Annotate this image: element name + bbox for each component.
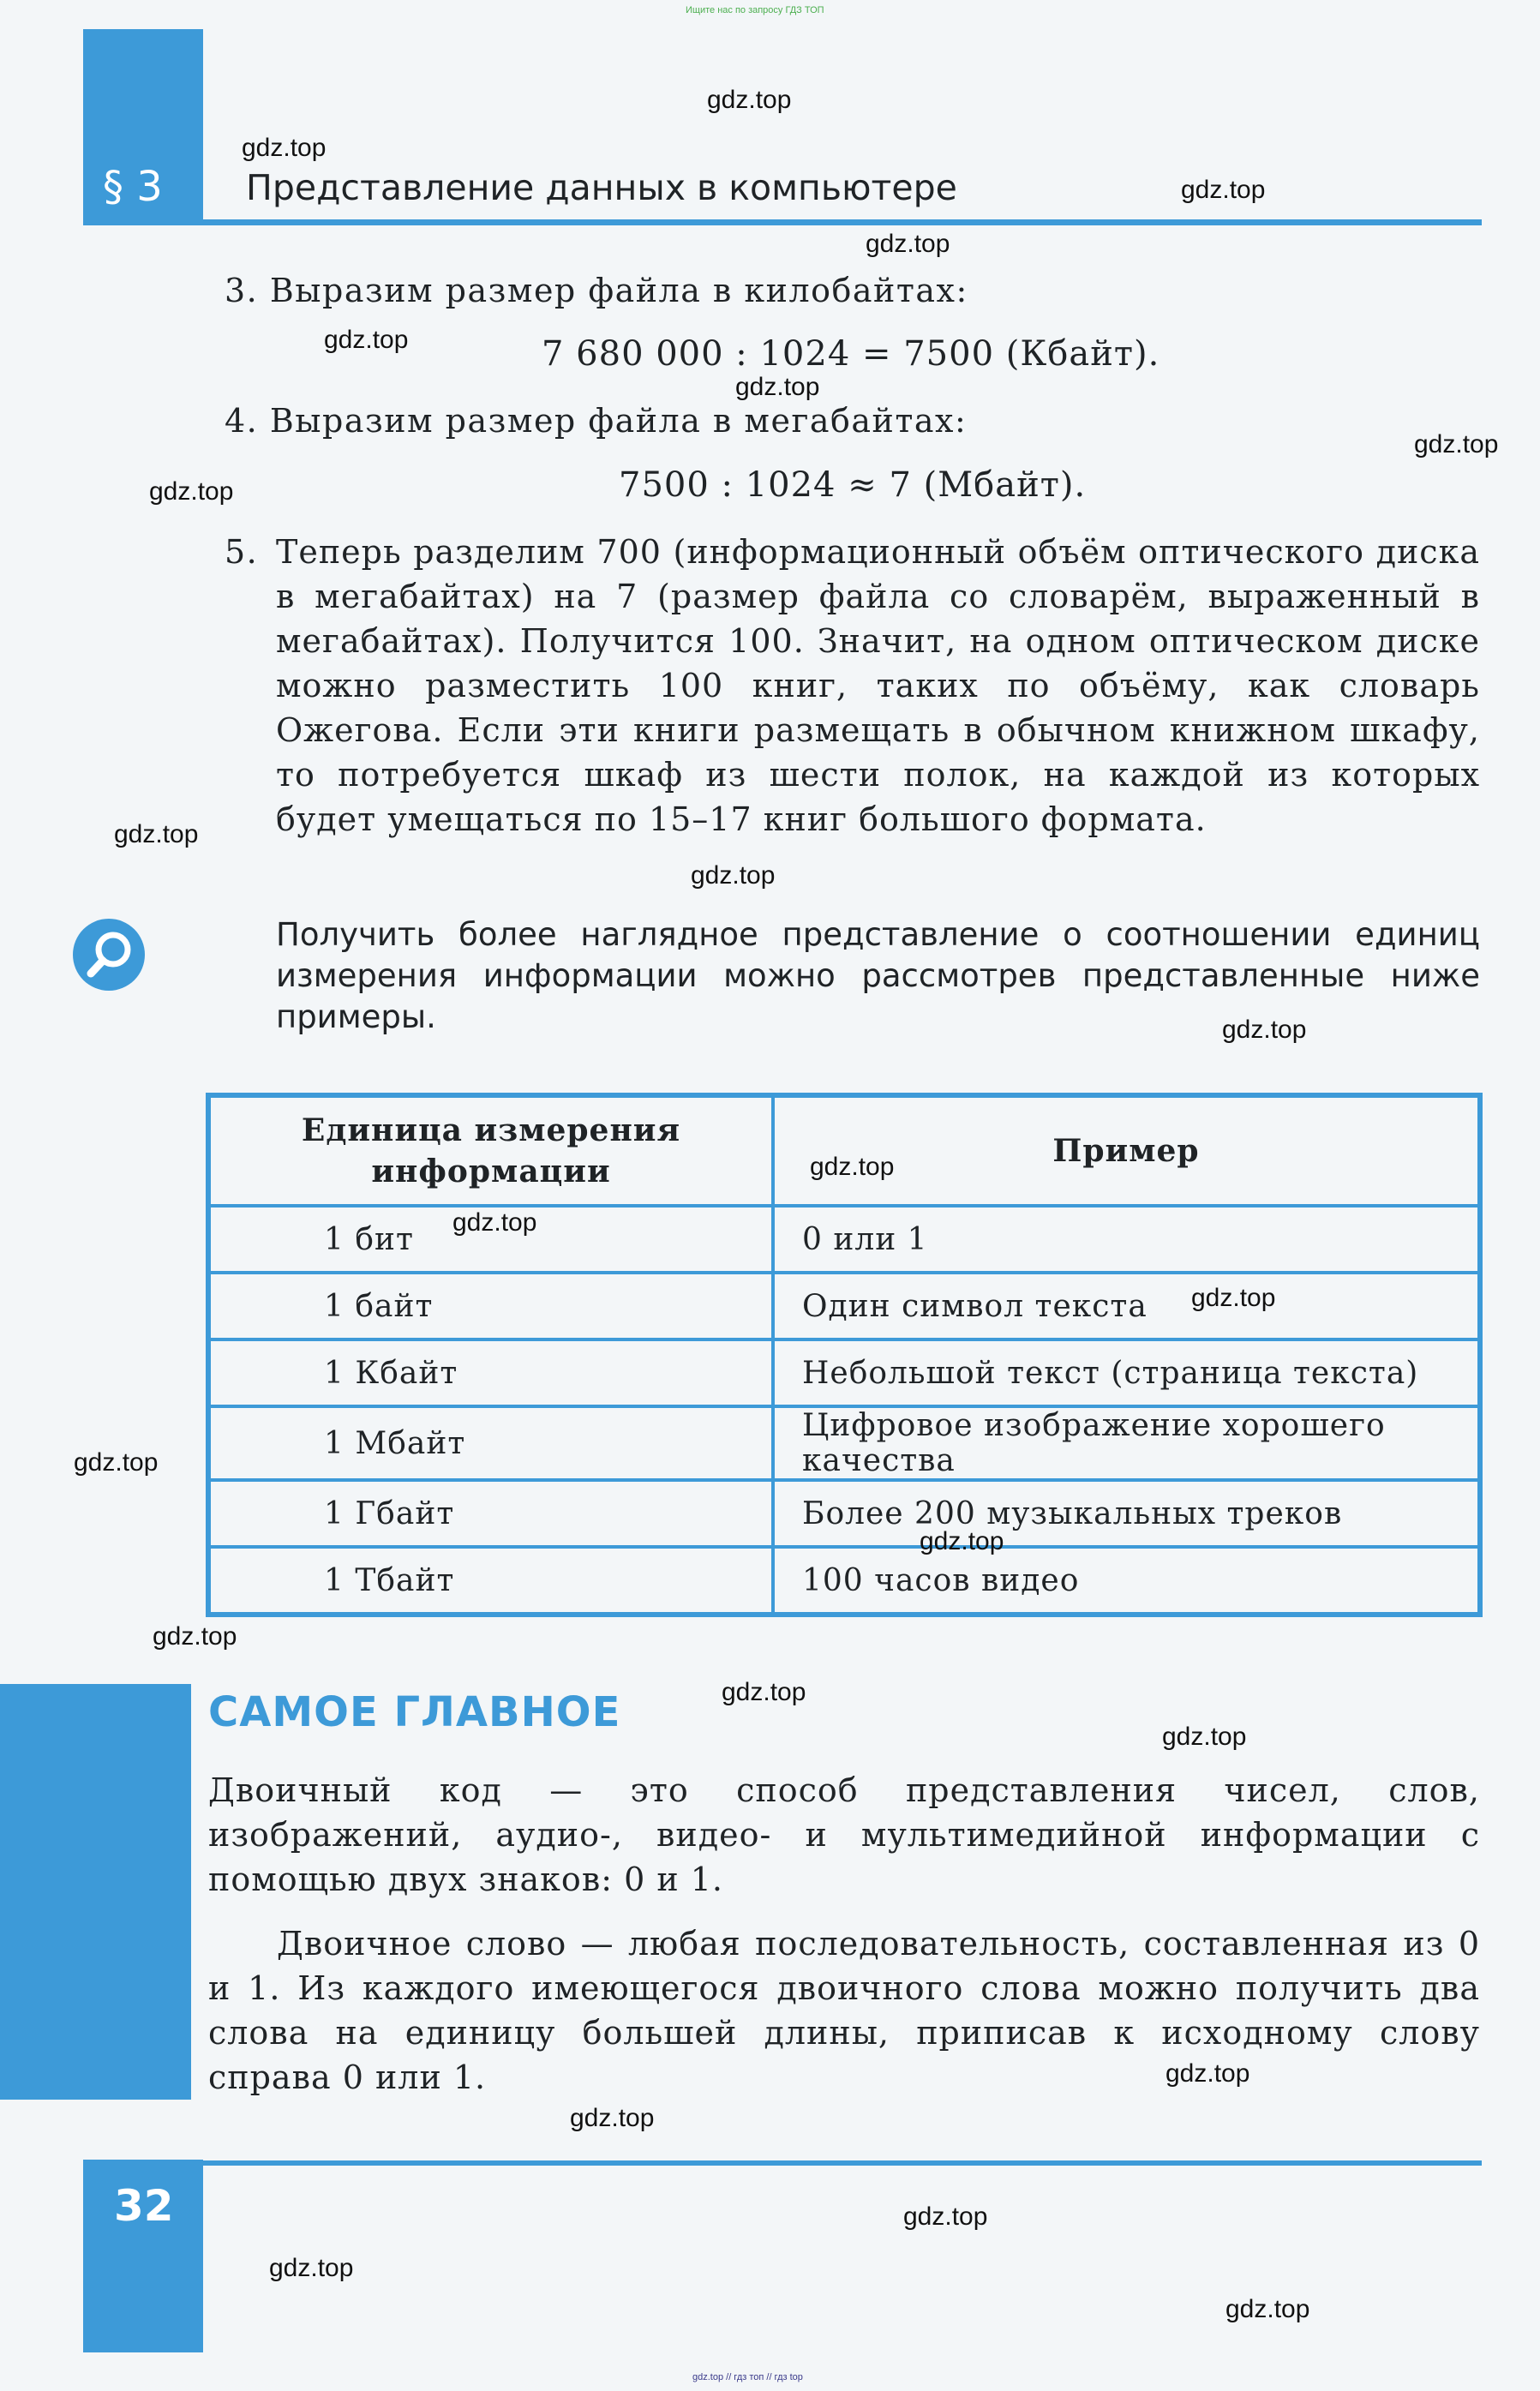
watermark: gdz.top bbox=[920, 1527, 1004, 1555]
unit-cell: 1 байт bbox=[208, 1273, 773, 1339]
magnifier-icon bbox=[73, 919, 145, 991]
watermark: gdz.top bbox=[452, 1208, 537, 1237]
watermark: gdz.top bbox=[242, 134, 327, 162]
watermark: gdz.top bbox=[1222, 1016, 1307, 1044]
watermark: gdz.top bbox=[1191, 1284, 1276, 1312]
watermark: gdz.top bbox=[114, 820, 199, 848]
watermark: gdz.top bbox=[691, 861, 776, 890]
watermark: gdz.top bbox=[269, 2254, 354, 2282]
footer-divider bbox=[191, 2160, 1482, 2166]
watermark: gdz.top bbox=[1165, 2059, 1250, 2088]
table-row bbox=[208, 1339, 1480, 1406]
watermark: gdz.top bbox=[1181, 176, 1266, 204]
header-divider bbox=[83, 219, 1482, 225]
example-cell: 100 часов видео bbox=[773, 1547, 1480, 1615]
summary-heading: САМОЕ ГЛАВНОЕ bbox=[208, 1688, 621, 1736]
step-3: 3. Выразим размер файла в килобайтах: bbox=[225, 272, 968, 309]
unit-cell: 1 бит bbox=[208, 1206, 773, 1273]
unit-cell: 1 Гбайт bbox=[208, 1480, 773, 1547]
formula-kbytes: 7 680 000 : 1024 = 7500 (Кбайт). bbox=[542, 334, 1160, 374]
watermark: gdz.top bbox=[903, 2202, 988, 2231]
table-row bbox=[208, 1406, 1480, 1480]
watermark: gdz.top bbox=[810, 1153, 895, 1181]
step-5-text: Теперь разделим 700 (информационный объём оптического диска в мегабайтах) на 7 (размер файла со словарём, выраженный в мегабайтах). Получится 100. Значит, на одном оптическом диске можно разместить 100 книг, таких по объёму, как словарь Ожегова. Если эти книги размещать в обычном книжном шкафу, то потребуется шкаф из шести полок, на каждой из которых будет умещаться по 15–17 книг большого формата. bbox=[276, 533, 1480, 838]
bottom-note: gdz.top // гдз топ // гдз top bbox=[692, 2372, 803, 2382]
summary-paragraph-2: Двоичное слово — любая последовательность, составленная из 0 и 1. Из каждого имеющегося двоичного слова можно получить два слова на единицу большей длины, приписав к исходному слову справа 0 или 1. bbox=[208, 1925, 1480, 2096]
watermark: gdz.top bbox=[1414, 430, 1499, 458]
section-number: § 3 bbox=[103, 163, 163, 211]
header-unit: Единица измерения информации bbox=[208, 1095, 773, 1206]
unit-cell: 1 Мбайт bbox=[208, 1406, 773, 1480]
watermark: gdz.top bbox=[153, 1622, 237, 1651]
summary-band bbox=[0, 1684, 191, 2100]
step-4: 4. Выразим размер файла в мегабайтах: bbox=[225, 402, 968, 440]
watermark: gdz.top bbox=[1162, 1723, 1247, 1751]
summary-paragraph-1: Двоичный код — это способ представления чисел, слов, изображений, аудио-, видео- и мультимедийной информации с помощью двух знаков: 0 и 1. bbox=[208, 1771, 1480, 1898]
watermark: gdz.top bbox=[324, 326, 409, 354]
top-note: Ищите нас по запросу ГДЗ ТОП bbox=[686, 5, 824, 15]
example-cell: Более 200 музыкальных треков bbox=[773, 1480, 1480, 1547]
example-cell: Небольшой текст (страница текста) bbox=[773, 1339, 1480, 1406]
table-row bbox=[208, 1480, 1480, 1547]
example-cell: Цифровое изображение хорошего качества bbox=[773, 1406, 1480, 1480]
watermark: gdz.top bbox=[866, 230, 950, 258]
table-header-row bbox=[208, 1095, 1480, 1206]
watermark: gdz.top bbox=[722, 1678, 806, 1706]
example-cell: Один символ текста bbox=[773, 1273, 1480, 1339]
header-example: Пример bbox=[773, 1095, 1480, 1206]
table-row bbox=[208, 1273, 1480, 1339]
step-5-number: 5. bbox=[225, 533, 259, 571]
intro-text: Получить более наглядное представление о соотношении единиц измерения информации можно рассмотрев представленные ниже примеры. bbox=[276, 916, 1480, 1035]
watermark: gdz.top bbox=[1225, 2295, 1310, 2323]
watermark: gdz.top bbox=[735, 373, 820, 401]
table-row bbox=[208, 1547, 1480, 1615]
watermark: gdz.top bbox=[74, 1448, 159, 1477]
page-title: Представление данных в компьютере bbox=[246, 167, 957, 208]
watermark: gdz.top bbox=[707, 86, 792, 114]
watermark: gdz.top bbox=[570, 2104, 655, 2132]
table-row bbox=[208, 1206, 1480, 1273]
unit-cell: 1 Кбайт bbox=[208, 1339, 773, 1406]
unit-cell: 1 Тбайт bbox=[208, 1547, 773, 1615]
watermark: gdz.top bbox=[149, 477, 234, 506]
example-cell: 0 или 1 bbox=[773, 1206, 1480, 1273]
formula-mbytes: 7500 : 1024 ≈ 7 (Мбайт). bbox=[619, 465, 1087, 505]
page-number: 32 bbox=[114, 2181, 174, 2231]
